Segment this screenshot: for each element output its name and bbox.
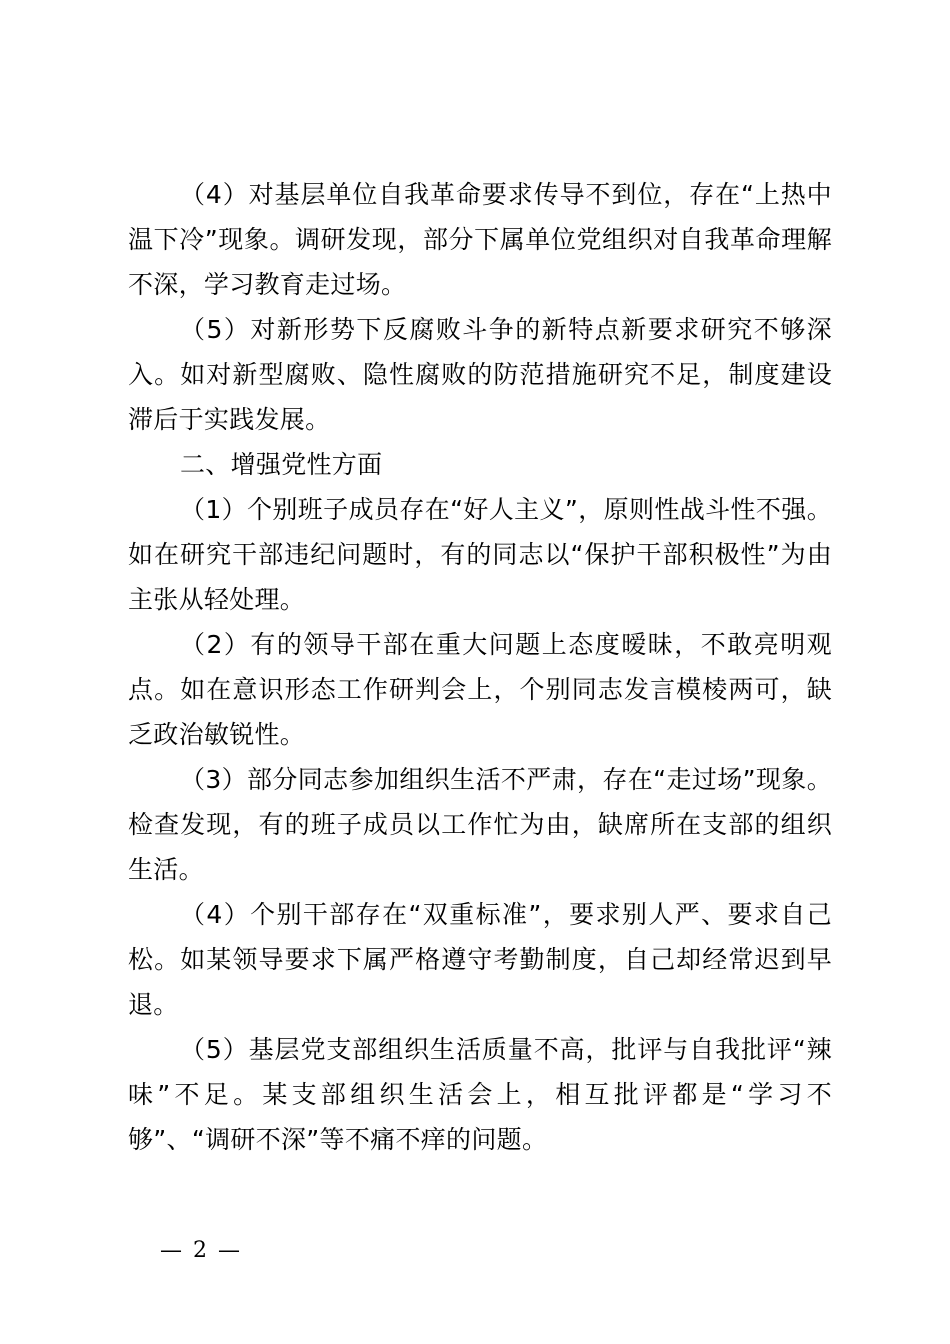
paragraph: （5）基层党支部组织生活质量不高，批评与自我批评“辣味”不足。某支部组织生活会上，相互批评都是“学习不够”、“调研不深”等不痛不痒的问题。: [128, 1035, 832, 1154]
paragraph: （2）有的领导干部在重大问题上态度暧昧，不敢亮明观点。如在意识形态工作研判会上，个别同志发言模棱两可，缺乏政治敏锐性。: [128, 630, 832, 749]
paragraph: （5）对新形势下反腐败斗争的新特点新要求研究不够深入。如对新型腐败、隐性腐败的防范措施研究不足，制度建设滞后于实践发展。: [128, 315, 832, 434]
paragraph: （3）部分同志参加组织生活不严肃，存在“走过场”现象。检查发现，有的班子成员以工作忙为由，缺席所在支部的组织生活。: [128, 765, 832, 884]
page-number: — 2 —: [160, 1238, 242, 1263]
paragraph: （1）个别班子成员存在“好人主义”，原则性战斗性不强。如在研究干部违纪问题时，有的同志以“保护干部积极性”为由主张从轻处理。: [128, 495, 832, 614]
paragraph: （4）对基层单位自我革命要求传导不到位，存在“上热中温下冷”现象。调研发现，部分下属单位党组织对自我革命理解不深，学习教育走过场。: [128, 180, 832, 299]
section-heading: 二、增强党性方面: [180, 450, 383, 479]
paragraph: （4）个别干部存在“双重标准”，要求别人严、要求自己松。如某领导要求下属严格遵守考勤制度，自己却经常迟到早退。: [128, 900, 832, 1019]
document-body: [128, 172, 832, 1162]
